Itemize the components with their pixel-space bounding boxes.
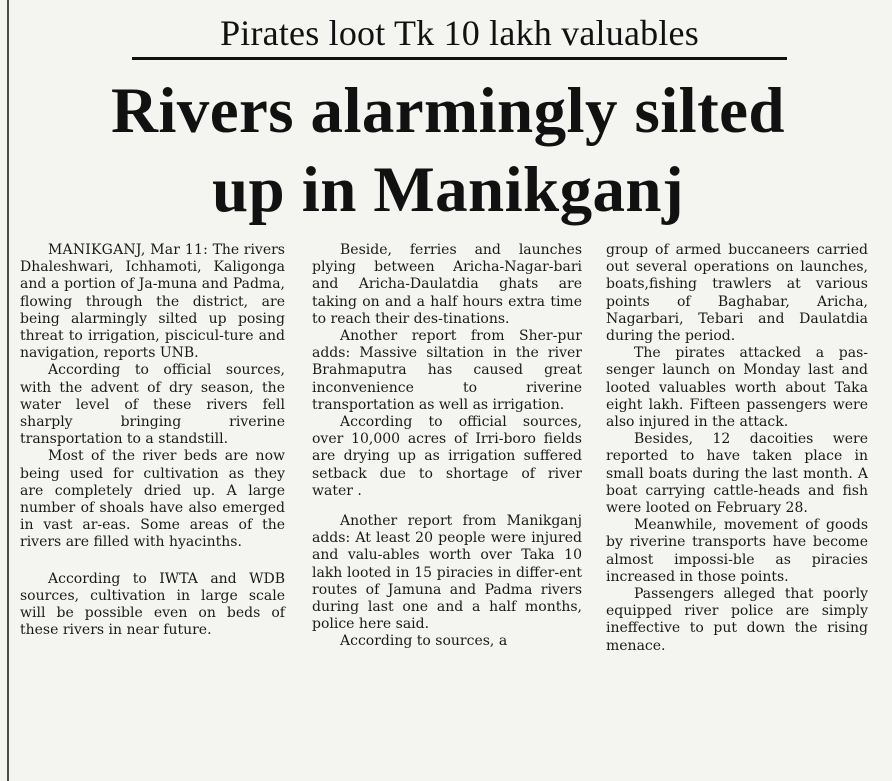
kicker-underline xyxy=(132,57,787,60)
paragraph-6: Another report from Sher-pur adds: Massive siltation in the river Brahmaputra has caused great inconvenience to riverine transportation as well as irrigation. xyxy=(312,328,582,413)
headline-line-2: up in Manikganj xyxy=(211,154,684,226)
article-column-2 xyxy=(312,242,582,651)
paragraph-12: Besides, 12 dacoities were reported to have taken place in small boats during the last month. A boat carrying cattle-heads and fish were looted on February 28. xyxy=(606,431,868,517)
left-column-rule xyxy=(7,0,9,781)
kicker-headline: Pirates loot Tk 10 lakh valuables xyxy=(220,13,699,53)
main-headline xyxy=(18,72,878,230)
paragraph-7: According to official sources, over 10,000 acres of Irri-boro fields are drying up as irrigation suffered setback due to shortage of river water . xyxy=(312,414,582,499)
paragraph-8: Another report from Manikganj adds: At least 20 people were injured and valu-ables worth over Taka 10 lakh looted in 15 piracies in differ-ent routes of Jamuna and Padma rivers during last one and a half months, police here said. xyxy=(312,513,582,633)
paragraph-9: According to sources, a xyxy=(340,633,508,650)
paragraph-14: Passengers alleged that poorly equipped river police are simply ineffective to put down the rising menace. xyxy=(606,586,868,654)
paragraph-11: The pirates attacked a pas-senger launch on Monday last and looted valuables worth about Taka eight lakh. Fifteen passengers were also injured in the attack. xyxy=(606,345,868,431)
paragraph-text: The rivers Dhaleshwari, Ichhamoti, Kaligonga and a portion of Ja-muna and Padma, flowing through the district, are being alarmingly silted up posing threat to irrigation, piscicul-ture and navigation, reports UNB. xyxy=(20,242,285,362)
paragraph-10: group of armed buccaneers carried out several operations on launches, boats,fishing trawlers at various points of Baghabar, Aricha, Nagarbari, Tebari and Daulatdia during the period. xyxy=(606,242,868,345)
article-column-3 xyxy=(606,242,868,655)
paragraph-3: Most of the river beds are now being used for cultivation as they are completely dried up. A large number of shoals have also emerged in vast ar-eas. Some areas of the rivers are filled with hyacinths. xyxy=(20,448,285,551)
paragraph-4: According to IWTA and WDB sources, cultivation in large scale will be possible even on beds of these rivers in near future. xyxy=(20,570,285,639)
article-column-1 xyxy=(20,242,285,639)
headline-line-1: Rivers alarmingly silted xyxy=(111,75,785,147)
dateline: MANIKGANJ, Mar 11: xyxy=(48,242,209,258)
paragraph-13: Meanwhile, movement of goods by riverine transports have become almost impossi-ble as piracies increased in those points. xyxy=(606,517,868,585)
paragraph-1 xyxy=(20,242,285,362)
paragraph-5: Beside, ferries and launches plying between Aricha-Nagar-bari and Aricha-Daulatdia ghats are taking on and a half hours extra time to reach their des-tinations. xyxy=(312,242,582,327)
paragraph-2: According to official sources, with the advent of dry season, the water level of these rivers fell sharply bringing riverine transportation to a standstill. xyxy=(20,362,285,448)
